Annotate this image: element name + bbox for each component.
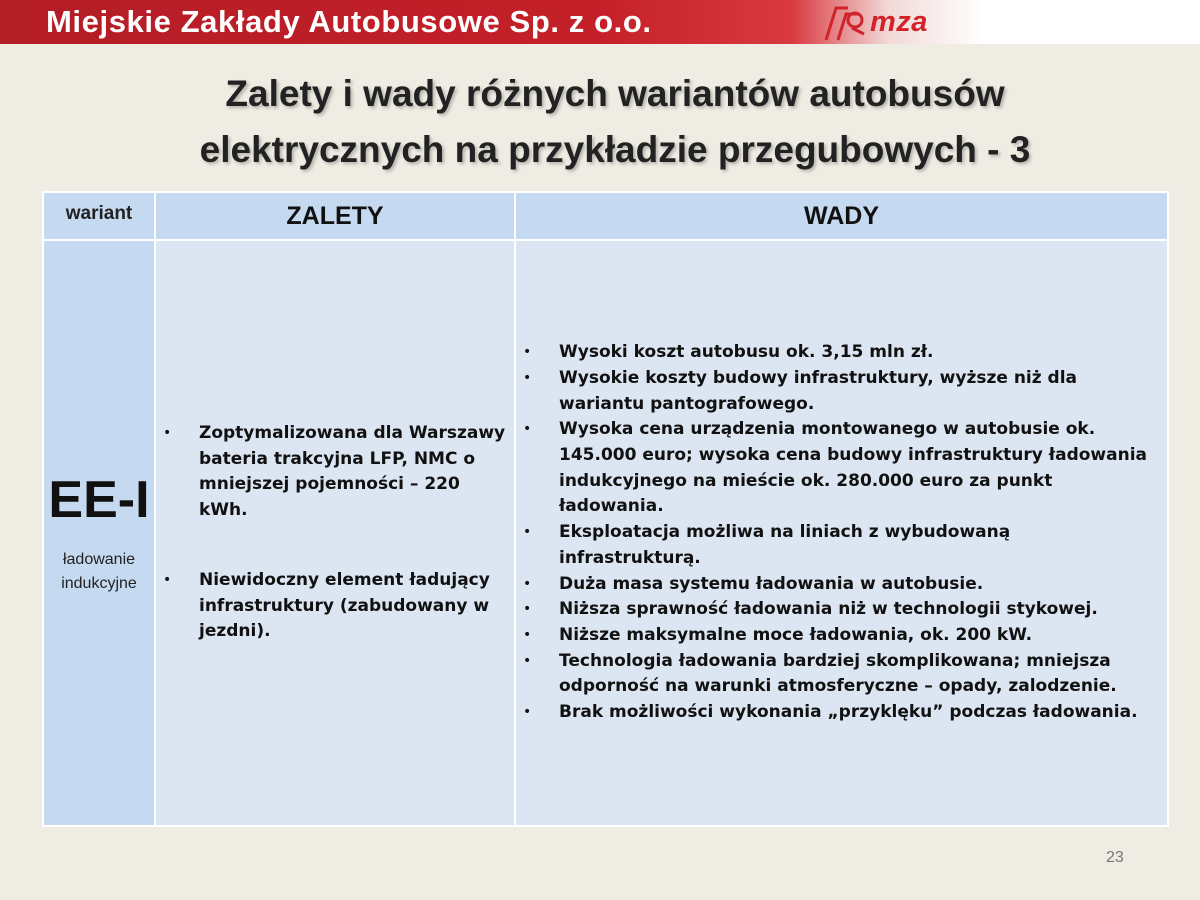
list-item [516, 649, 1149, 700]
list-item [156, 568, 508, 645]
cons-cell [515, 240, 1168, 826]
variant-code: EE-I [48, 471, 150, 529]
list-item [516, 597, 1149, 623]
cons-list [516, 340, 1149, 726]
bullet-icon: • [523, 369, 532, 386]
bullet-icon: • [523, 344, 532, 361]
pros-item-text: Zoptymalizowana dla Warszawy bateria trakcyjna LFP, NMC o mniejszej pojemności – 220 kWh. [199, 423, 506, 521]
cons-item-text: Wysokie koszty budowy infrastruktury, wyższe niż dla wariantu pantografowego. [559, 367, 1078, 414]
variant-description [44, 548, 154, 596]
page-number: 23 [1106, 849, 1124, 866]
bullet-icon: • [523, 626, 532, 643]
cons-item-text: Technologia ładowania bardziej skomplikowana; mniejsza odporność na warunki atmosferyczne – opady, zalodzenie. [559, 650, 1117, 697]
cons-item-text: Niższa sprawność ładowania niż w technologii stykowej. [559, 599, 1098, 620]
bullet-icon: • [523, 524, 532, 541]
list-item [516, 366, 1149, 417]
slide-title-line1: Zalety i wady różnych wariantów autobusów [225, 73, 1005, 114]
variant-description-line1: ładowanie [62, 551, 136, 568]
table-row [43, 240, 1168, 826]
list-item [516, 417, 1149, 520]
cons-item-text: Wysoki koszt autobusu ok. 3,15 mln zł. [559, 342, 934, 363]
list-item [516, 340, 1149, 366]
slide-title-line2: elektrycznych na przykładzie przegubowych - 3 [199, 129, 1031, 170]
header-variant: wariant [43, 192, 155, 240]
pros-item-text: Niewidoczny element ładujący infrastruktury (zabudowany w jezdni). [199, 569, 490, 642]
list-item [516, 700, 1149, 726]
bullet-icon: • [523, 601, 532, 618]
slide-title [0, 66, 1200, 178]
list-item [516, 520, 1149, 571]
cons-item-text: Eksploatacja możliwa na liniach z wybudowaną infrastrukturą. [559, 522, 1011, 568]
list-item [516, 623, 1149, 649]
cons-item-text: Duża masa systemu ładowania w autobusie. [559, 573, 984, 594]
header-bar [0, 0, 1200, 44]
header-cons: WADY [515, 192, 1168, 240]
cons-item-text: Wysoka cena urządzenia montowanego w autobusie ok. 145.000 euro; wysoka cena budowy infrastruktury ładowania indukcyjnego na mieście ok. 280.000 euro za punkt ładowania. [559, 419, 1148, 517]
bullet-icon: • [163, 571, 172, 588]
list-item [516, 572, 1149, 598]
bullet-icon: • [523, 421, 532, 438]
company-name: Miejskie Zakłady Autobusowe Sp. z o.o. [46, 4, 652, 39]
logo-text: mza [870, 6, 928, 38]
bullet-icon: • [523, 704, 532, 721]
table-header-row [43, 192, 1168, 240]
variant-cell [43, 240, 155, 826]
cons-item-text: Niższe maksymalne moce ładowania, ok. 200 kW. [559, 624, 1033, 645]
bullet-icon: • [523, 575, 532, 592]
pros-list [156, 421, 508, 645]
header-pros: ZALETY [155, 192, 515, 240]
pros-cons-table [42, 191, 1169, 827]
cons-item-text: Brak możliwości wykonania „przyklęku” podczas ładowania. [559, 702, 1138, 723]
list-item [156, 421, 508, 524]
variant-description-line2: indukcyjne [61, 575, 137, 592]
bullet-icon: • [523, 652, 532, 669]
pros-cell [155, 240, 515, 826]
bullet-icon: • [163, 425, 172, 442]
